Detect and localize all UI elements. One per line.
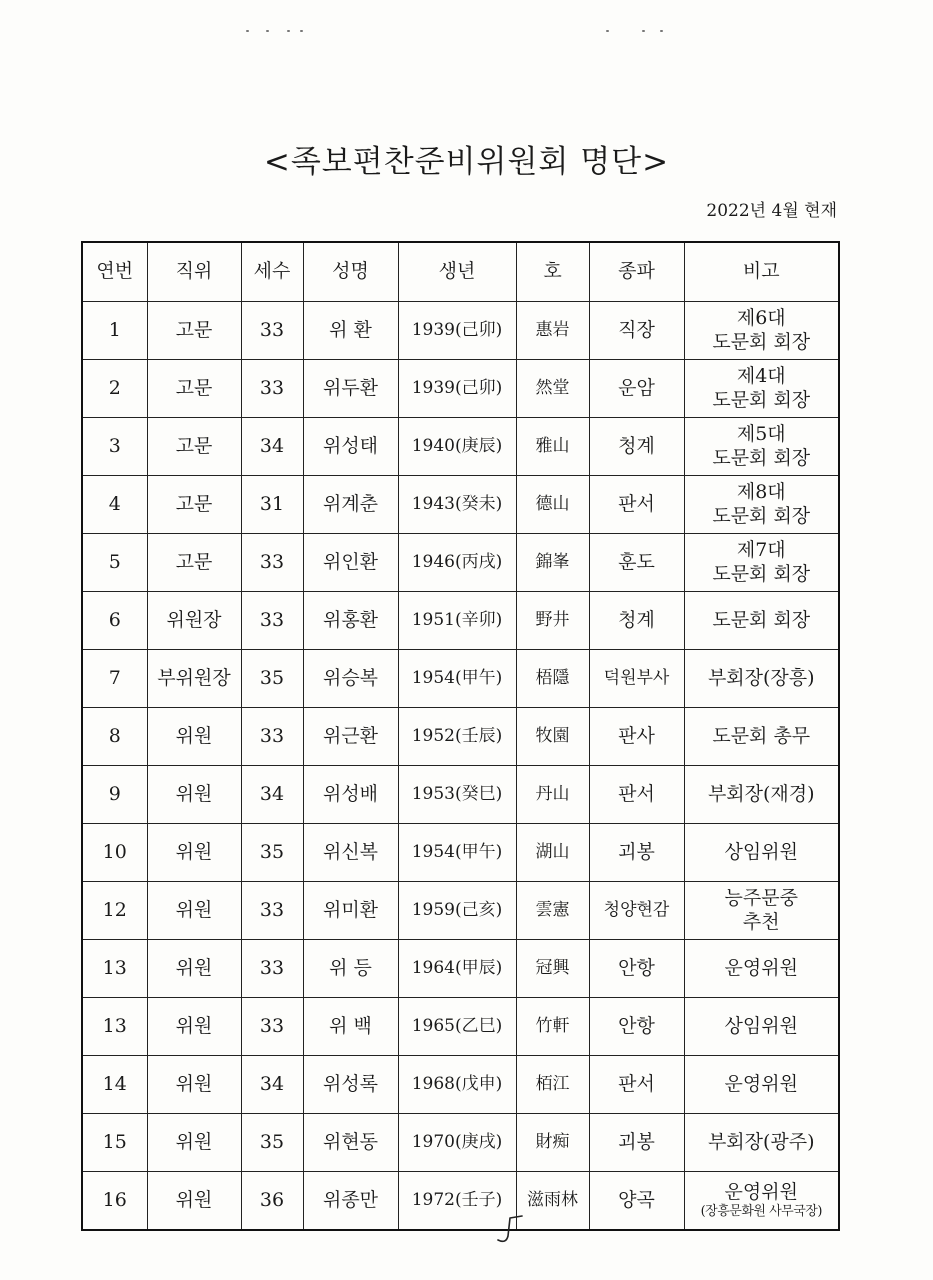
note-line-1: 제6대 (736, 306, 786, 329)
note-line-2: 도문회 회장 (712, 388, 811, 411)
scan-specks (0, 30, 933, 40)
note-line-2: 추천 (742, 910, 780, 933)
as-of-date: 2022년 4월 현재 (706, 201, 837, 221)
table-row (82, 476, 839, 534)
cell-generation: 36 (241, 1172, 303, 1231)
cell-name: 위신복 (303, 824, 398, 882)
table-row (82, 708, 839, 766)
cell-name: 위성록 (303, 1056, 398, 1114)
cell-ho: 丹山 (516, 766, 589, 824)
cell-no: 12 (82, 882, 147, 940)
table-header-row (82, 242, 839, 302)
cell-generation: 34 (241, 1056, 303, 1114)
cell-generation: 33 (241, 998, 303, 1056)
cell-birth: 1951(辛卯) (398, 592, 516, 650)
cell-no: 2 (82, 360, 147, 418)
committee-roster-table (81, 241, 840, 1231)
page-number-mark (488, 1210, 528, 1250)
cell-position: 위원 (147, 882, 241, 940)
note-line-2: 도문회 회장 (712, 562, 811, 585)
cell-branch: 괴봉 (589, 1114, 684, 1172)
cell-name: 위승복 (303, 650, 398, 708)
cell-name: 위 백 (303, 998, 398, 1056)
cell-branch: 훈도 (589, 534, 684, 592)
cell-position: 위원 (147, 1172, 241, 1231)
note-line-1: 제7대 (736, 538, 786, 561)
cell-generation: 34 (241, 418, 303, 476)
cell-position: 위원 (147, 1056, 241, 1114)
cell-birth: 1953(癸巳) (398, 766, 516, 824)
note-line-1: 운영위원 (724, 956, 798, 979)
note-line-1: 상임위원 (724, 1014, 798, 1037)
cell-no: 16 (82, 1172, 147, 1231)
cell-position: 고문 (147, 534, 241, 592)
table-row (82, 302, 839, 360)
cell-position: 위원 (147, 766, 241, 824)
cell-generation: 33 (241, 708, 303, 766)
header-ho: 호 (516, 242, 589, 302)
table-row (82, 1114, 839, 1172)
cell-note (684, 998, 839, 1056)
cell-ho: 財痴 (516, 1114, 589, 1172)
cell-birth: 1939(己卯) (398, 360, 516, 418)
cell-note (684, 360, 839, 418)
table-row (82, 360, 839, 418)
cell-branch: 덕원부사 (589, 650, 684, 708)
table-row (82, 998, 839, 1056)
cell-name: 위인환 (303, 534, 398, 592)
header-birth: 생년 (398, 242, 516, 302)
cell-position: 위원장 (147, 592, 241, 650)
cell-birth: 1943(癸未) (398, 476, 516, 534)
cell-name: 위계춘 (303, 476, 398, 534)
cell-no: 8 (82, 708, 147, 766)
cell-generation: 33 (241, 940, 303, 998)
cell-note (684, 1114, 839, 1172)
header-generation: 세수 (241, 242, 303, 302)
note-line-1: 제5대 (736, 422, 786, 445)
cell-branch: 괴봉 (589, 824, 684, 882)
cell-branch: 판서 (589, 476, 684, 534)
note-line-2: 도문회 회장 (712, 504, 811, 527)
cell-no: 5 (82, 534, 147, 592)
header-name: 성명 (303, 242, 398, 302)
table-row (82, 882, 839, 940)
cell-ho: 惠岩 (516, 302, 589, 360)
cell-no: 1 (82, 302, 147, 360)
cell-ho: 湖山 (516, 824, 589, 882)
cell-ho: 錦峯 (516, 534, 589, 592)
cell-position: 고문 (147, 302, 241, 360)
cell-name: 위 등 (303, 940, 398, 998)
cell-name: 위두환 (303, 360, 398, 418)
cell-birth: 1940(庚辰) (398, 418, 516, 476)
header-note: 비고 (684, 242, 839, 302)
table-row (82, 650, 839, 708)
note-line-2: 도문회 회장 (712, 330, 811, 353)
cell-no: 15 (82, 1114, 147, 1172)
note-line-1: 제4대 (736, 364, 786, 387)
cell-generation: 35 (241, 1114, 303, 1172)
cell-position: 위원 (147, 708, 241, 766)
cell-generation: 34 (241, 766, 303, 824)
cell-no: 13 (82, 998, 147, 1056)
cell-ho: 雅山 (516, 418, 589, 476)
table-row (82, 534, 839, 592)
cell-generation: 31 (241, 476, 303, 534)
table-row (82, 592, 839, 650)
cell-generation: 33 (241, 302, 303, 360)
note-line-1: 능주문중 (724, 886, 798, 909)
note-line-1: 부회장(재경) (707, 782, 815, 805)
cell-position: 위원 (147, 998, 241, 1056)
cell-birth: 1952(壬辰) (398, 708, 516, 766)
cell-branch: 안항 (589, 940, 684, 998)
cell-position: 고문 (147, 476, 241, 534)
cell-birth: 1939(己卯) (398, 302, 516, 360)
cell-name: 위 환 (303, 302, 398, 360)
cell-position: 부위원장 (147, 650, 241, 708)
cell-branch: 양곡 (589, 1172, 684, 1231)
cell-position: 고문 (147, 418, 241, 476)
cell-note (684, 882, 839, 940)
cell-branch: 안항 (589, 998, 684, 1056)
note-line-2: (장흥문화원 사무국장) (700, 1204, 822, 1220)
cell-position: 위원 (147, 824, 241, 882)
cell-name: 위홍환 (303, 592, 398, 650)
cell-no: 3 (82, 418, 147, 476)
cell-generation: 35 (241, 650, 303, 708)
cell-note (684, 824, 839, 882)
cell-note (684, 1172, 839, 1231)
cell-branch: 판서 (589, 1056, 684, 1114)
cell-birth: 1946(丙戌) (398, 534, 516, 592)
cell-generation: 33 (241, 592, 303, 650)
cell-generation: 33 (241, 360, 303, 418)
cell-ho: 竹軒 (516, 998, 589, 1056)
cell-note (684, 1056, 839, 1114)
cell-birth: 1959(己亥) (398, 882, 516, 940)
cell-note (684, 418, 839, 476)
cell-ho: 滋雨林 (516, 1172, 589, 1231)
cell-ho: 牧園 (516, 708, 589, 766)
cell-ho: 然堂 (516, 360, 589, 418)
table-row (82, 418, 839, 476)
cell-no: 13 (82, 940, 147, 998)
cell-name: 위근환 (303, 708, 398, 766)
cell-ho: 德山 (516, 476, 589, 534)
cell-birth: 1968(戊申) (398, 1056, 516, 1114)
cell-note (684, 592, 839, 650)
cell-position: 위원 (147, 940, 241, 998)
cell-birth: 1965(乙巳) (398, 998, 516, 1056)
cell-generation: 35 (241, 824, 303, 882)
table-row (82, 1056, 839, 1114)
cell-generation: 33 (241, 534, 303, 592)
cell-note (684, 476, 839, 534)
cell-note (684, 940, 839, 998)
cell-position: 위원 (147, 1114, 241, 1172)
cell-no: 7 (82, 650, 147, 708)
cell-birth: 1972(壬子) (398, 1172, 516, 1231)
cell-no: 9 (82, 766, 147, 824)
cell-birth: 1970(庚戌) (398, 1114, 516, 1172)
note-line-1: 운영위원 (724, 1180, 798, 1203)
note-line-1: 부회장(장흥) (707, 666, 815, 689)
cell-branch: 청계 (589, 592, 684, 650)
note-line-1: 운영위원 (724, 1072, 798, 1095)
cell-name: 위성배 (303, 766, 398, 824)
note-line-1: 제8대 (736, 480, 786, 503)
cell-note (684, 650, 839, 708)
cell-ho: 梧隱 (516, 650, 589, 708)
page-title: <족보편찬준비위원회 명단> (263, 144, 670, 180)
cell-branch: 운암 (589, 360, 684, 418)
cell-name: 위현동 (303, 1114, 398, 1172)
header-position: 직위 (147, 242, 241, 302)
note-line-1: 도문회 회장 (712, 608, 811, 631)
cell-branch: 청계 (589, 418, 684, 476)
cell-ho: 野井 (516, 592, 589, 650)
cell-position: 고문 (147, 360, 241, 418)
table-row (82, 940, 839, 998)
cell-branch: 판서 (589, 766, 684, 824)
cell-note (684, 534, 839, 592)
cell-branch: 직장 (589, 302, 684, 360)
cell-no: 4 (82, 476, 147, 534)
header-branch: 종파 (589, 242, 684, 302)
cell-note (684, 708, 839, 766)
cell-branch: 판사 (589, 708, 684, 766)
note-line-2: 도문회 회장 (712, 446, 811, 469)
note-line-1: 도문회 총무 (712, 724, 811, 747)
cell-ho: 雲憲 (516, 882, 589, 940)
cell-no: 6 (82, 592, 147, 650)
cell-note (684, 302, 839, 360)
cell-generation: 33 (241, 882, 303, 940)
cell-ho: 冠興 (516, 940, 589, 998)
cell-name: 위성태 (303, 418, 398, 476)
cell-birth: 1964(甲辰) (398, 940, 516, 998)
cell-ho: 栢江 (516, 1056, 589, 1114)
cell-note (684, 766, 839, 824)
cell-birth: 1954(甲午) (398, 824, 516, 882)
table-row (82, 824, 839, 882)
cell-no: 14 (82, 1056, 147, 1114)
cell-branch: 청양현감 (589, 882, 684, 940)
note-line-1: 상임위원 (724, 840, 798, 863)
cell-birth: 1954(甲午) (398, 650, 516, 708)
note-line-1: 부회장(광주) (707, 1130, 815, 1153)
table-row (82, 1172, 839, 1231)
table-row (82, 766, 839, 824)
cell-no: 10 (82, 824, 147, 882)
cell-name: 위미환 (303, 882, 398, 940)
cell-name: 위종만 (303, 1172, 398, 1231)
header-no: 연번 (82, 242, 147, 302)
